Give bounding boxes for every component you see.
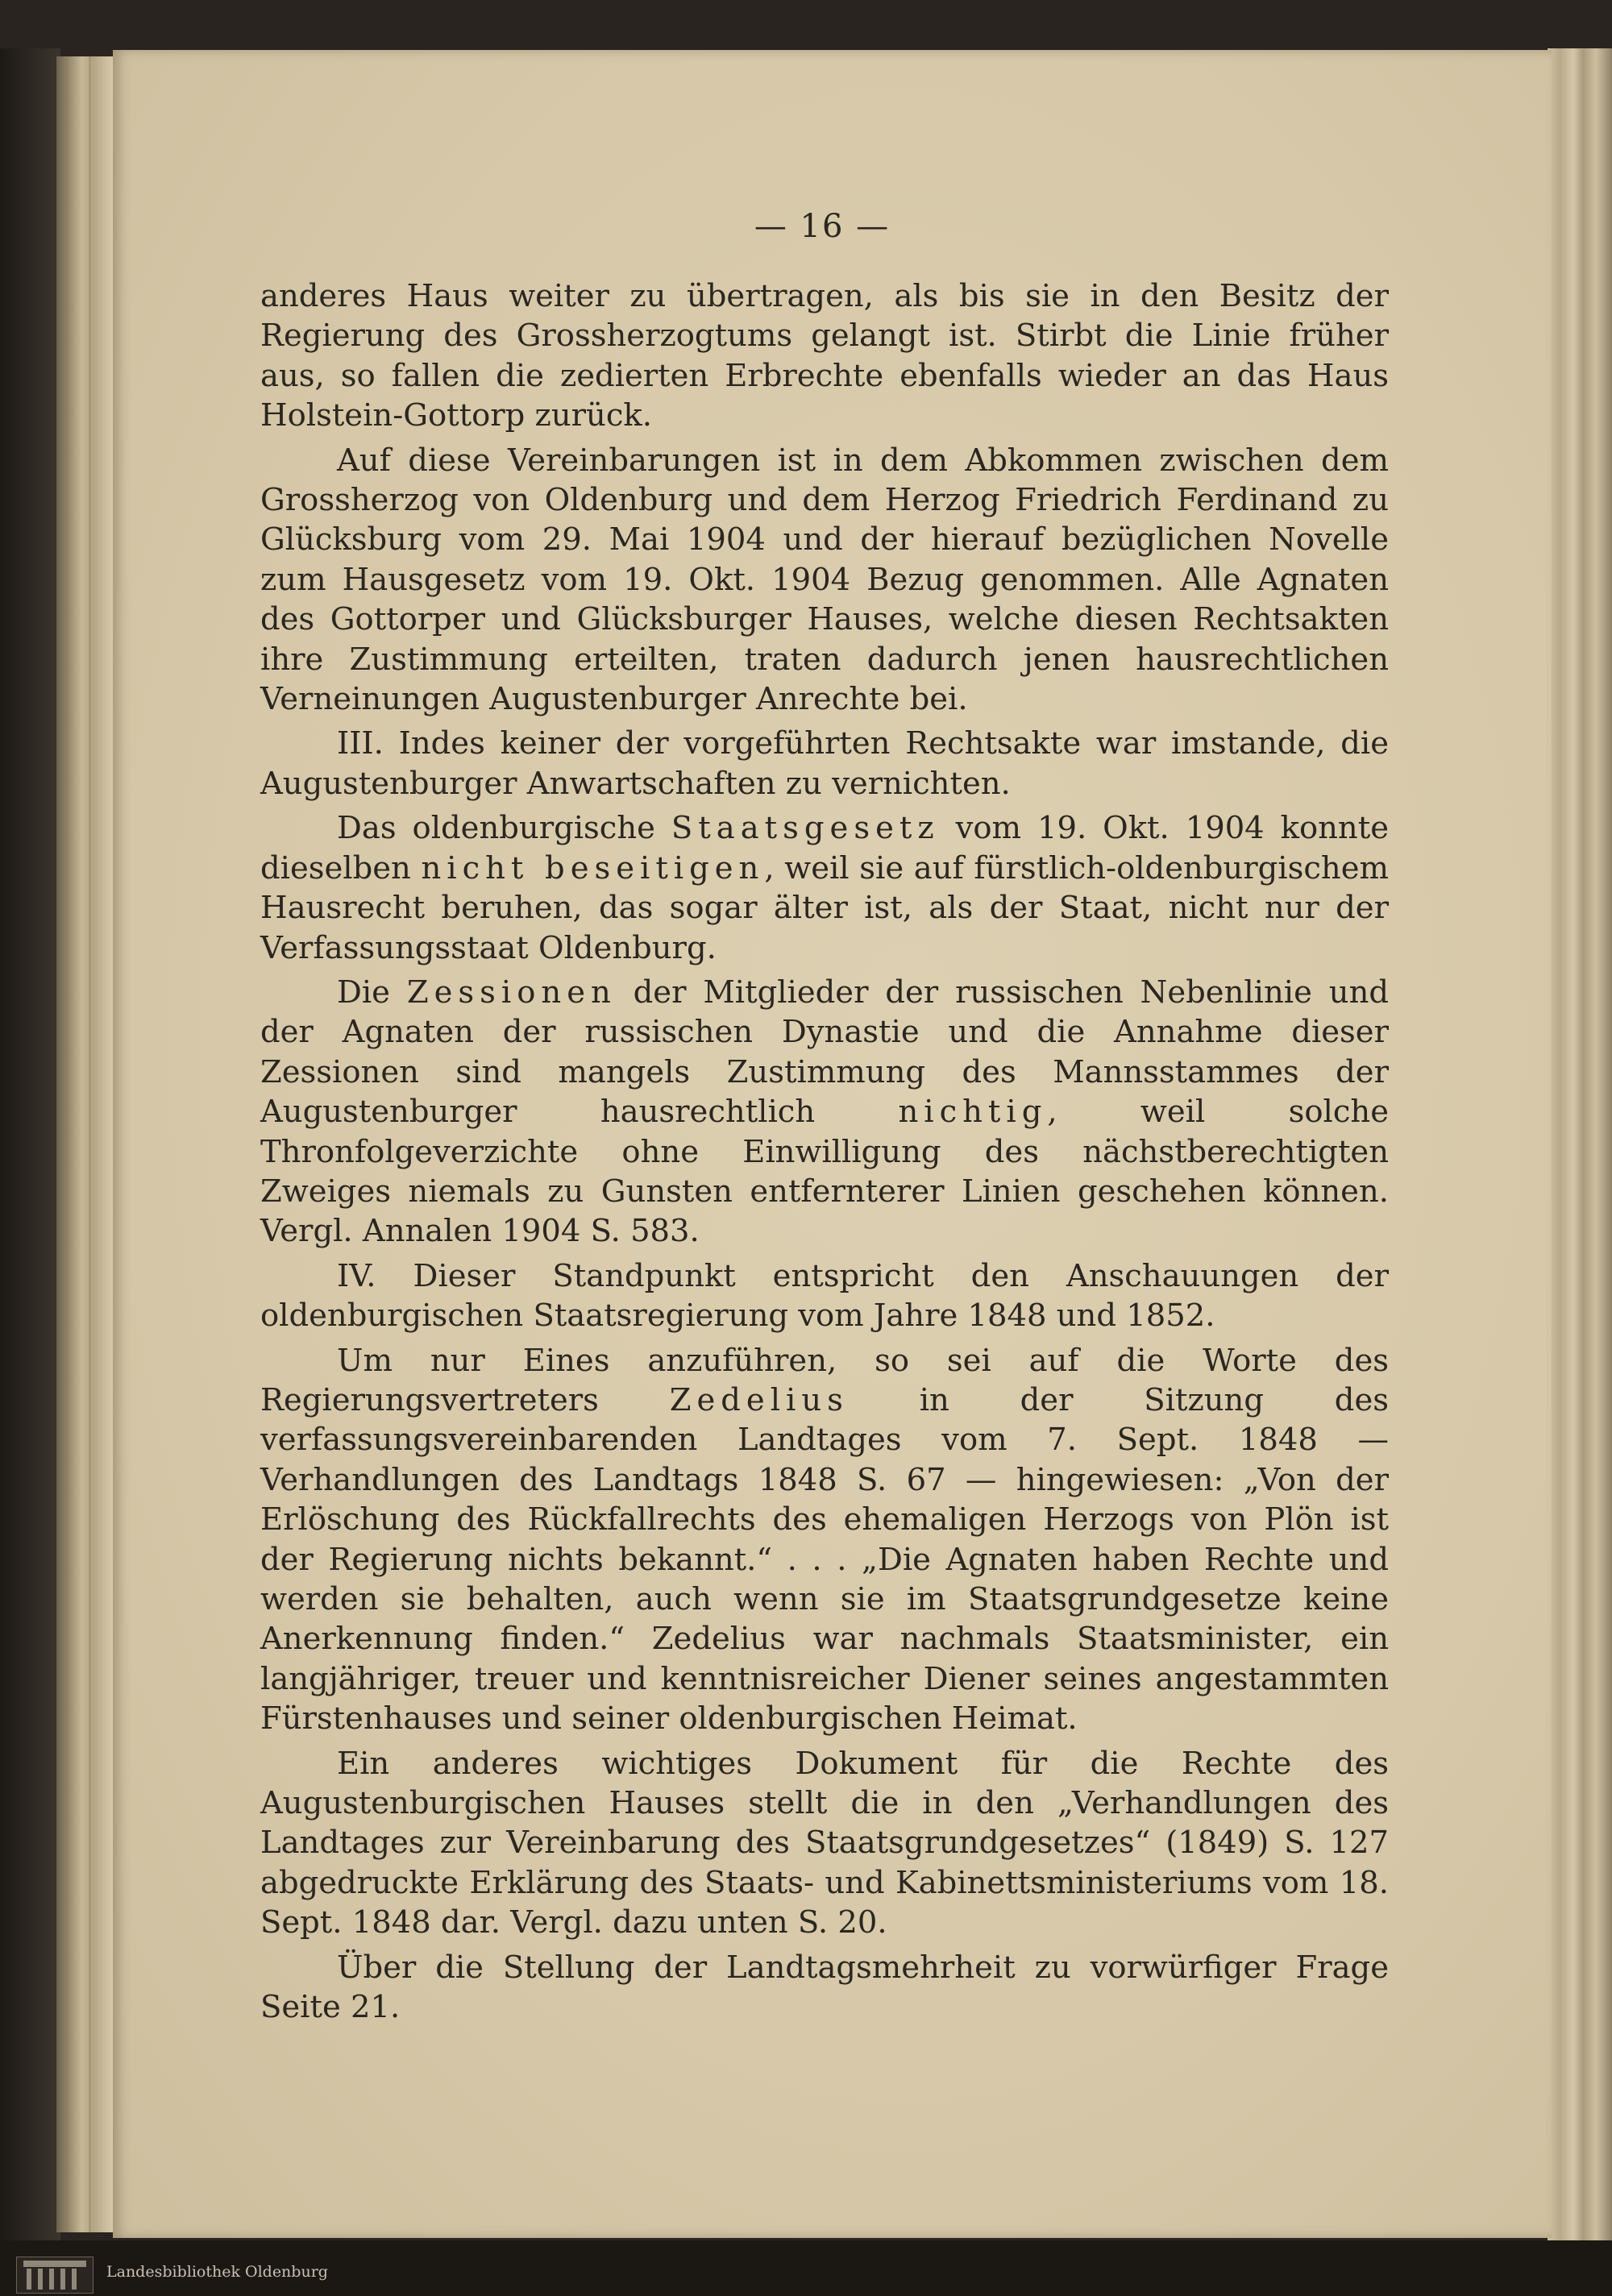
library-building-icon [16,2257,93,2294]
paragraph-text: Das oldenburgische [337,810,671,847]
paragraph-text: Um nur Eines anzuführen, so sei auf die Worte des Regierungsvertreters [260,1342,1389,1418]
paragraph-text: , weil sie auf fürstlich-oldenburgischem Hausrecht beruhen, das sogar älter ist, als der Staat, nicht nur der Verfassungsstaat Oldenburg. [260,849,1389,966]
page-number: — 16 — [754,208,891,245]
paragraph [260,1341,1389,1739]
body-text [260,276,1389,2032]
right-page-edges [1548,48,1612,2240]
paragraph-text: Über die Stellung der Landtagsmehrheit zu vorwürfiger Frage Seite 21. [260,1949,1389,2026]
library-name: Landesbibliothek Oldenburg [106,2263,328,2281]
paragraph [260,1744,1389,1943]
spaced-emphasis-text: Zessionen [406,974,617,1011]
paragraph [260,724,1389,803]
paragraph-text: Die [337,974,407,1011]
spaced-emphasis-text: nicht beseitigen [421,849,765,886]
paragraph [260,1256,1389,1336]
paragraph-text: IV. Dieser Standpunkt entspricht den Anschauungen der oldenburgischen Staatsregierung vom Jahre 1848 und 1852. [260,1257,1389,1335]
paragraph-text: der Mitglieder der russischen Nebenlinie und der Agnaten der russischen Dynastie und die Annahme dieser Zessionen sind mangels Zustimmung des Mannsstammes der Augustenburger hausrechtlich [260,974,1390,1131]
paragraph-text: vom 19. Okt. 1904 konnte dieselben [260,810,1389,886]
paragraph [260,808,1389,968]
paragraph-text: III. Indes keiner der vorgeführten Rechtsakte war imstande, die Augustenburger Anwartschaften zu vernichten. [260,725,1389,802]
paragraph-text: anderes Haus weiter zu übertragen, als bis sie in den Besitz der Regierung des Grossherzogtums gelangt ist. Stirbt die Linie früher aus, so fallen die zedierten Erbrechte ebenfalls wieder an das Haus Holstein-Gottorp zurück. [260,278,1389,434]
paragraph [260,1948,1389,2028]
spaced-emphasis-text: nichtig [898,1094,1048,1131]
paragraph [260,441,1389,720]
spaced-emphasis-text: Zedelius [669,1381,849,1418]
spaced-emphasis-text: Staatsgesetz [671,810,940,847]
book-binding [0,48,60,2240]
paragraph-text: , weil solche Thronfolgeverzichte ohne Einwilligung des nächstberechtigten Zweiges niemals zu Gunsten entfernterer Linien geschehen können. Vergl. Annalen 1904 S. 583. [260,1094,1389,1250]
paragraph [260,973,1389,1252]
left-page-edges [56,56,113,2232]
paragraph-text: Auf diese Vereinbarungen ist in dem Abkommen zwischen dem Grossherzog von Oldenburg und dem Herzog Friedrich Ferdinand zu Glücksburg vom 29. Mai 1904 und der hierauf bezüglichen Novelle zum Hausgesetz vom 19. Okt. 1904 Bezug genommen. Alle Agnaten des Gottorper und Glücksburger Hauses, welche diesen Rechtsakten ihre Zustimmung erteilten, traten dadurch jenen hausrechtlichen Verneinungen Augustenburger Anrechte bei. [260,442,1389,718]
paragraph-text: in der Sitzung des verfassungsvereinbarenden Landtages vom 7. Sept. 1848 — Verhandlungen des Landtags 1848 S. 67 — hingewiesen: „Von der Erlöschung des Rückfallrechts des ehemaligen Herzogs von Plön ist der Regierung nichts bekannt.“ . . . „Die Agnaten haben Rechte und werden sie behalten, auch wenn sie im Staatsgrundgesetze keine Anerkennung finden.“ Zedelius war nachmals Staatsminister, ein langjähriger, treuer und kenntnisreicher Diener seines angestammten Fürstenhauses und seiner oldenburgischen Heimat. [260,1381,1389,1738]
paragraph [260,276,1389,436]
paragraph-text: Ein anderes wichtiges Dokument für die Rechte des Augustenburgischen Hauses stellt die in den „Verhandlungen des Landtages zur Vereinbarung des Staatsgrundgesetzes“ (1849) S. 127 abgedruckte Erklärung des Staats- und Kabinettsministeriums vom 18. Sept. 1848 dar. Vergl. dazu unten S. 20. [260,1745,1389,1941]
